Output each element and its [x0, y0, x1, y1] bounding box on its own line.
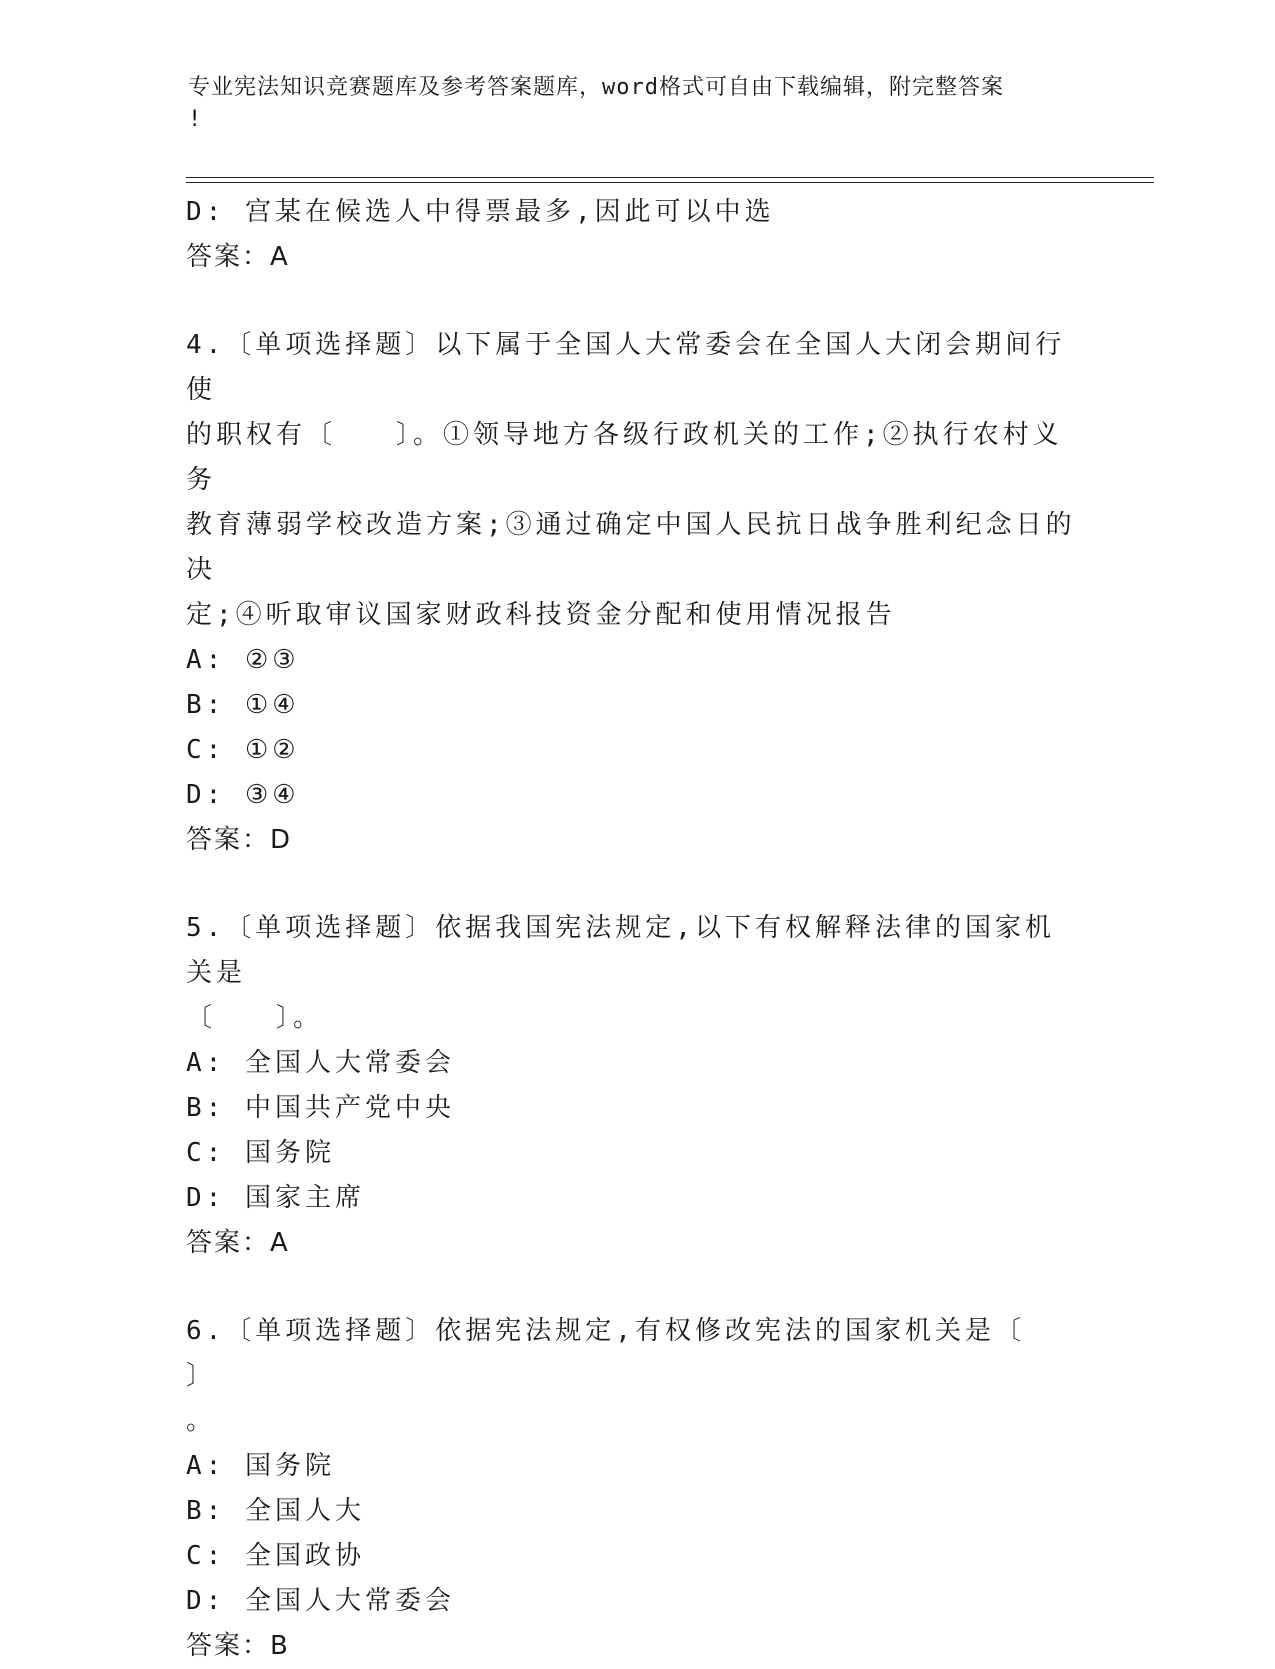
question-text-line: 5.〔单项选择题〕依据我国宪法规定,以下有权解释法律的国家机关是: [186, 913, 1055, 988]
question-4: [186, 323, 1076, 863]
question-text-line: 4.〔单项选择题〕以下属于全国人大常委会在全国人大闭会期间行使: [186, 330, 1066, 405]
option-a: A: 国务院: [186, 1451, 335, 1481]
option-a: A: ②③: [186, 645, 300, 675]
previous-question-tail: [186, 190, 1076, 280]
question-text-line: 定;④听取审议国家财政科技资金分配和使用情况报告: [186, 600, 896, 630]
option-b: B: 中国共产党中央: [186, 1093, 455, 1123]
answer-line: 答案：D: [186, 825, 293, 855]
header-note-line-2: !: [188, 107, 203, 132]
option-b: B: 全国人大: [186, 1496, 365, 1526]
question-content: [186, 190, 1085, 1669]
question-text: [186, 323, 1076, 638]
option-c: C: 全国政协: [186, 1541, 365, 1571]
header-note: [188, 72, 1068, 136]
question-text: [186, 1309, 1085, 1444]
option-d: D: 全国人大常委会: [186, 1586, 455, 1616]
question-text-line: 6.〔单项选择题〕依据宪法规定,有权修改宪法的国家机关是〔 〕: [186, 1316, 1085, 1391]
question-6: [186, 1309, 1085, 1669]
answer-line: 答案：A: [186, 242, 290, 272]
question-text-line: 教育薄弱学校改造方案;③通过确定中国人民抗日战争胜利纪念日的决: [186, 510, 1076, 585]
option-b: B: ①④: [186, 690, 300, 720]
header-rule-top: [186, 177, 1154, 178]
header-rule-bottom: [186, 182, 1154, 183]
option-d: D: 宫某在候选人中得票最多,因此可以中选: [186, 197, 775, 227]
question-text-line: 的职权有〔 〕。①领导地方各级行政机关的工作;②执行农村义务: [186, 420, 1063, 495]
option-d: D: ③④: [186, 780, 300, 810]
header-note-line-1: 专业宪法知识竞赛题库及参考答案题库，word格式可自由下载编辑，附完整答案: [188, 75, 1004, 100]
answer-line: 答案：A: [186, 1228, 290, 1258]
option-a: A: 全国人大常委会: [186, 1048, 455, 1078]
question-text: [186, 906, 1076, 1041]
option-c: C: ①②: [186, 735, 300, 765]
option-d: D: 国家主席: [186, 1183, 365, 1213]
question-text-line: 。: [186, 1406, 217, 1436]
option-c: C: 国务院: [186, 1138, 335, 1168]
question-text-line: 〔 〕。: [186, 1003, 324, 1033]
question-5: [186, 906, 1076, 1266]
answer-line: 答案：B: [186, 1631, 290, 1661]
